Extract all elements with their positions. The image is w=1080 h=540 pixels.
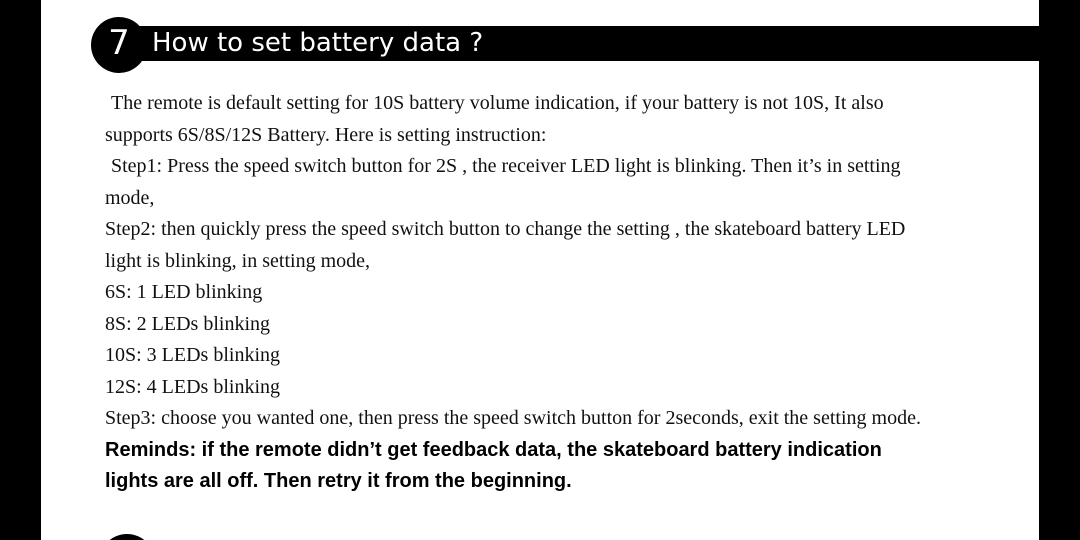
reminder-line-2: lights are all off. Then retry it from the beginning. xyxy=(105,470,572,492)
option-6s: 6S: 1 LED blinking xyxy=(105,281,263,303)
intro-line-2: supports 6S/8S/12S Battery. Here is setting instruction: xyxy=(105,123,547,146)
step2-line-2: light is blinking, in setting mode, xyxy=(105,249,370,272)
option-8s: 8S: 2 LEDs blinking xyxy=(105,312,271,335)
step1-line-1: Step1: Press the speed switch button for 2S , the receiver LED light is blinking. Then it’s in setting xyxy=(111,155,901,177)
intro-line-1: The remote is default setting for 10S battery volume indication, if your battery is not 10S, It also xyxy=(111,92,884,114)
section-number: 7 xyxy=(108,23,130,63)
reminder-line-1: Reminds: if the remote didn’t get feedback data, the skateboard battery indication xyxy=(105,438,882,461)
next-section-badge xyxy=(99,534,155,540)
step3-line: Step3: choose you wanted one, then press the speed switch button for 2seconds, exit the setting mode. xyxy=(105,407,921,429)
step1-line-2: mode, xyxy=(105,186,155,209)
option-10s: 10S: 3 LEDs blinking xyxy=(105,344,281,366)
instruction-body xyxy=(105,88,1005,498)
option-12s: 12S: 4 LEDs blinking xyxy=(105,375,281,398)
document-page xyxy=(41,0,1039,540)
section-title: How to set battery data ? xyxy=(152,28,484,58)
step2-line-1: Step2: then quickly press the speed switch button to change the setting , the skateboard battery LED xyxy=(105,218,906,240)
section-header xyxy=(91,17,1039,73)
